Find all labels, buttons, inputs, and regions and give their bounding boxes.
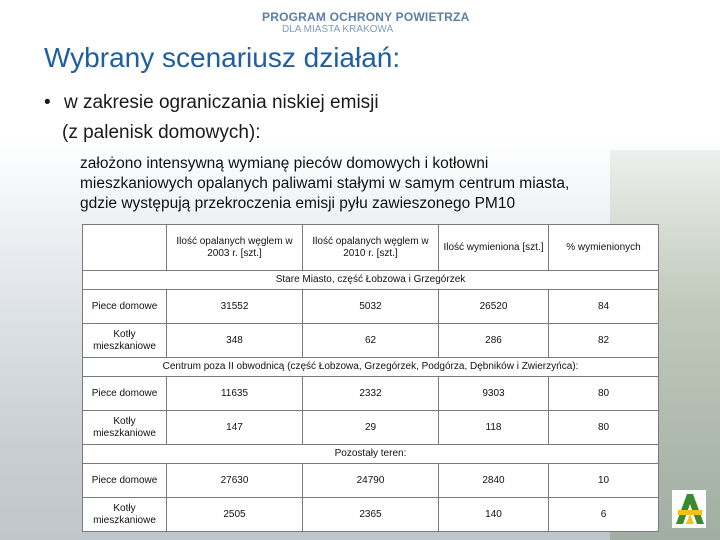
table-row: [83, 377, 659, 411]
slide-title: Wybrany scenariusz działań:: [44, 42, 401, 73]
table-row-label: Kotły mieszkaniowe: [83, 324, 167, 358]
table-header-cell: Ilość wymieniona [szt.]: [439, 225, 549, 271]
table-cell: 82: [549, 324, 659, 358]
table-row-label: Piece domowe: [83, 377, 167, 411]
table-cell: 26520: [439, 290, 549, 324]
table-cell: 11635: [167, 377, 303, 411]
table-cell: 2332: [303, 377, 439, 411]
program-header-line1: PROGRAM OCHRONY POWIETRZA: [262, 10, 470, 24]
description-line: gdzie występują przekroczenia emisji pyłu zawieszonego PM10: [80, 195, 516, 212]
table-cell: 348: [167, 324, 303, 358]
table-header-row: [83, 225, 659, 271]
table-row: [83, 290, 659, 324]
table-section-title: Stare Miasto, część Łobzowa i Grzegórzek: [83, 271, 659, 290]
description-text: [80, 154, 680, 214]
table-cell: 2505: [167, 498, 303, 532]
emission-table: [82, 224, 659, 532]
table-row-label: Piece domowe: [83, 464, 167, 498]
table-row-label: Kotły mieszkaniowe: [83, 498, 167, 532]
table-cell: 27630: [167, 464, 303, 498]
krakow-program-logo-icon: [672, 490, 706, 528]
table-header-cell: Ilość opalanych węglem w 2010 r. [szt.]: [303, 225, 439, 271]
program-header-line2: DLA MIASTA KRAKOWA: [282, 24, 394, 35]
table-cell: 10: [549, 464, 659, 498]
table-cell: 2840: [439, 464, 549, 498]
table-cell: 31552: [167, 290, 303, 324]
bullet-item: [44, 92, 379, 114]
table-cell: 62: [303, 324, 439, 358]
table-row: [83, 411, 659, 445]
bullet-text-line2: (z palenisk domowych):: [62, 122, 261, 143]
table-cell: 80: [549, 411, 659, 445]
table-header-cell: % wymienionych: [549, 225, 659, 271]
table-section-row: [83, 271, 659, 290]
table-cell: 80: [549, 377, 659, 411]
bullet-marker: •: [44, 92, 51, 113]
table-cell: 29: [303, 411, 439, 445]
description-line: założono intensywną wymianę pieców domowych i kotłowni: [80, 155, 489, 172]
table-cell: 24790: [303, 464, 439, 498]
table-section-row: [83, 444, 659, 463]
table-section-row: [83, 358, 659, 377]
table-header-cell: [83, 225, 167, 271]
table-section-title: Centrum poza II obwodnicą (część Łobzowa, Grzegórzek, Podgórza, Dębników i Zwierzyńca):: [83, 358, 659, 377]
table-row: [83, 464, 659, 498]
table-header-cell: Ilość opalanych węglem w 2003 r. [szt.]: [167, 225, 303, 271]
table-section-title: Pozostały teren:: [83, 444, 659, 463]
table-row-label: Kotły mieszkaniowe: [83, 411, 167, 445]
table-cell: 140: [439, 498, 549, 532]
table-cell: 286: [439, 324, 549, 358]
description-line: mieszkaniowych opalanych paliwami stałymi w samym centrum miasta,: [80, 175, 570, 192]
table-cell: 118: [439, 411, 549, 445]
table-cell: 84: [549, 290, 659, 324]
table-cell: 2365: [303, 498, 439, 532]
table-cell: 9303: [439, 377, 549, 411]
table-cell: 5032: [303, 290, 439, 324]
table-cell: 147: [167, 411, 303, 445]
table-cell: 6: [549, 498, 659, 532]
table-row: [83, 498, 659, 532]
table-row-label: Piece domowe: [83, 290, 167, 324]
table-row: [83, 324, 659, 358]
bullet-text-line1: w zakresie ograniczania niskiej emisji: [63, 92, 379, 113]
